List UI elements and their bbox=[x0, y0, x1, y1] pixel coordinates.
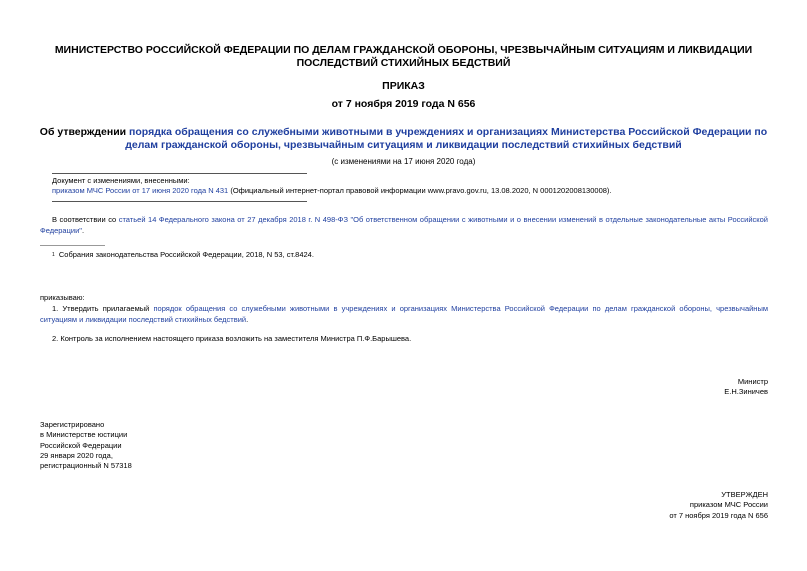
approval-line: УТВЕРЖДЕН bbox=[721, 490, 768, 499]
signer-title: Министр bbox=[737, 377, 768, 386]
item1-suffix: . bbox=[246, 315, 249, 324]
divider-top bbox=[52, 173, 307, 174]
order-label: ПРИКАЗ bbox=[382, 80, 425, 92]
amendment-note: (с изменениями на 17 июня 2020 года) bbox=[331, 157, 476, 166]
basis-link[interactable]: статьей 14 Федерального закона от 27 декабря 2018 г. N 498-ФЗ "Об ответственном обращении с животными и о внесении изменений в отдельные законодательные акты Российской Федерации" bbox=[40, 215, 768, 235]
title-link[interactable]: порядка обращения со служебными животными в учреждениях и организациях Министерства Российской Федерации по делам гражданской обороны, чрезвычайным ситуациям и ликвидации последствий стихийных бедствий bbox=[125, 126, 768, 151]
order-item-1 bbox=[40, 303, 768, 325]
footnote-divider bbox=[40, 245, 105, 246]
item1-link[interactable]: порядок обращения со служебными животными в учреждениях и организациях Министерства Российской Федерации по делам гражданской обороны, чрезвычайным ситуациям и ликвидации последствий стихийных бедствий bbox=[40, 304, 768, 324]
order-date: от 7 ноября 2019 года N 656 bbox=[331, 98, 476, 110]
registration-line: Зарегистрировано bbox=[40, 420, 105, 429]
changes-link[interactable]: приказом МЧС России от 17 июня 2020 года N 431 bbox=[52, 186, 229, 195]
basis-prefix: В соответствии со bbox=[52, 215, 119, 224]
document-title bbox=[30, 126, 777, 152]
divider-bottom bbox=[52, 201, 307, 202]
basis-suffix: . bbox=[81, 226, 85, 235]
footnote bbox=[52, 250, 314, 259]
registration-line: 29 января 2020 года, bbox=[40, 450, 113, 460]
approval-block bbox=[669, 490, 768, 521]
title-prefix: Об утверждении bbox=[39, 126, 130, 138]
order-word: приказываю: bbox=[40, 293, 85, 302]
ministry-name: МИНИСТЕРСТВО РОССИЙСКОЙ ФЕДЕРАЦИИ ПО ДЕЛАМ ГРАЖДАНСКОЙ ОБОРОНЫ, ЧРЕЗВЫЧАЙНЫМ СИТУАЦИЯМ И ЛИКВИДАЦИИ ПОСЛЕДСТВИЙ СТИХИЙНЫХ БЕДСТВИЙ bbox=[54, 44, 753, 69]
footnote-text: Собрания законодательства Российской Федерации, 2018, N 53, ст.8424. bbox=[56, 250, 314, 259]
changes-rest: (Официальный интернет-портал правовой информации www.pravo.gov.ru, 13.08.2020, N 0001202008130008). bbox=[228, 186, 612, 195]
approval-line: приказом МЧС России bbox=[689, 500, 768, 510]
approval-line: от 7 ноября 2019 года N 656 bbox=[669, 510, 768, 520]
signer-name: Е.Н.Зиничев bbox=[724, 387, 768, 396]
order-item-2: 2. Контроль за исполнением настоящего приказа возложить на заместителя Министра П.Ф.Барышева. bbox=[52, 334, 412, 343]
item1-prefix: 1. Утвердить прилагаемый bbox=[52, 304, 154, 313]
basis-paragraph bbox=[40, 214, 768, 236]
changes-heading: Документ с изменениями, внесенными: bbox=[52, 176, 190, 185]
registration-line: Российской Федерации bbox=[40, 440, 122, 450]
registration-line: в Министерстве юстиции bbox=[40, 430, 128, 440]
footnote-marker: 1 bbox=[52, 252, 55, 258]
registration-line: регистрационный N 57318 bbox=[40, 461, 132, 471]
changes-line bbox=[52, 186, 612, 195]
registration-block bbox=[40, 420, 132, 471]
